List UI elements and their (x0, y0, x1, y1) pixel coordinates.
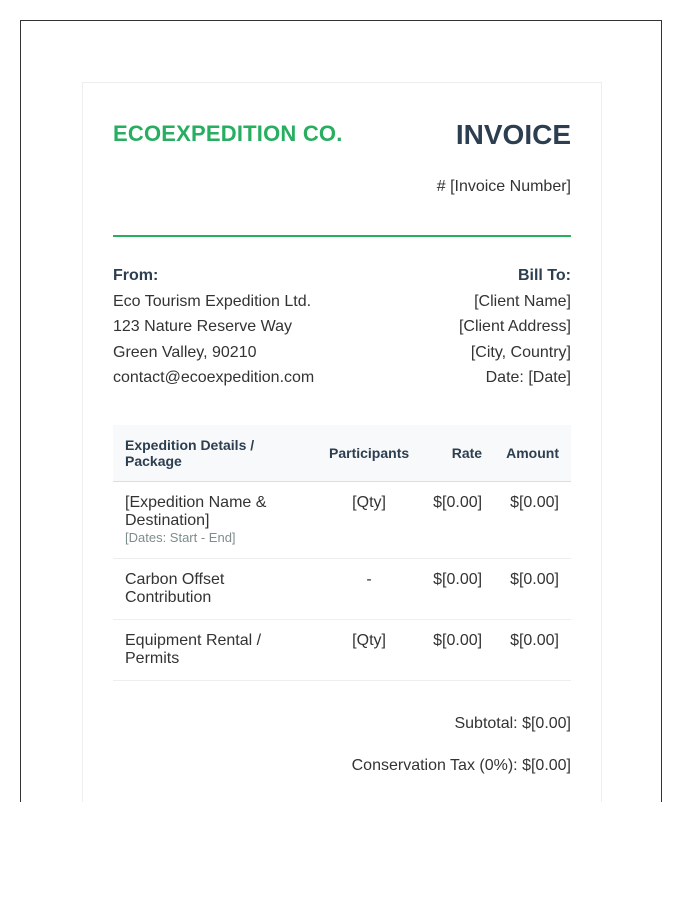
line-items-table (113, 425, 571, 681)
table-body (113, 482, 571, 681)
subtotal: Subtotal: $[0.00] (454, 715, 571, 732)
bill-to-label: Bill To: (517, 267, 571, 284)
row-rate: $[0.00] (421, 482, 494, 559)
conservation-tax: Conservation Tax (0%): $[0.00] (351, 757, 571, 774)
bill-to-block (459, 263, 571, 391)
row-rate: $[0.00] (421, 559, 494, 620)
company-name: ECOEXPEDITION CO. (113, 121, 343, 146)
row-amount: $[0.00] (494, 559, 571, 620)
row-description: Carbon Offset Contribution (113, 559, 317, 620)
table-header-row (113, 425, 571, 482)
party-details (113, 237, 571, 425)
invoice-sheet (82, 82, 602, 802)
totals-section (113, 703, 571, 787)
row-description: Equipment Rental / Permits (113, 620, 317, 681)
row-rate: $[0.00] (421, 620, 494, 681)
table-row (113, 620, 571, 681)
header-amount: Amount (494, 425, 571, 482)
client-address: [Client Address] (458, 318, 571, 336)
header-description: Expedition Details / Package (113, 425, 317, 482)
client-city: [City, Country] (470, 343, 571, 361)
header-rate: Rate (421, 425, 494, 482)
row-participants: [Qty] (317, 482, 421, 559)
row-amount: $[0.00] (494, 620, 571, 681)
invoice-header (113, 83, 571, 237)
from-email: contact@ecoexpedition.com (113, 369, 315, 387)
from-label: From: (113, 267, 159, 284)
table-header (113, 425, 571, 482)
row-participants: - (317, 559, 421, 620)
row-amount: $[0.00] (494, 482, 571, 559)
invoice-date: Date: [Date] (485, 369, 571, 387)
invoice-title: INVOICE (455, 119, 571, 150)
from-city: Green Valley, 90210 (113, 343, 257, 361)
table-row (113, 482, 571, 559)
page-frame (20, 20, 662, 802)
client-name: [Client Name] (474, 292, 571, 310)
from-street: 123 Nature Reserve Way (113, 318, 293, 336)
row-participants: [Qty] (317, 620, 421, 681)
row-description: [Expedition Name & Destination] (125, 494, 267, 529)
header-participants: Participants (317, 425, 421, 482)
table-row (113, 559, 571, 620)
from-block (113, 263, 314, 391)
from-company: Eco Tourism Expedition Ltd. (113, 292, 312, 310)
row-description-cell (113, 482, 317, 559)
invoice-content (113, 83, 571, 787)
row-dates: [Dates: Start - End] (125, 530, 236, 545)
invoice-number: # [Invoice Number] (436, 178, 571, 195)
